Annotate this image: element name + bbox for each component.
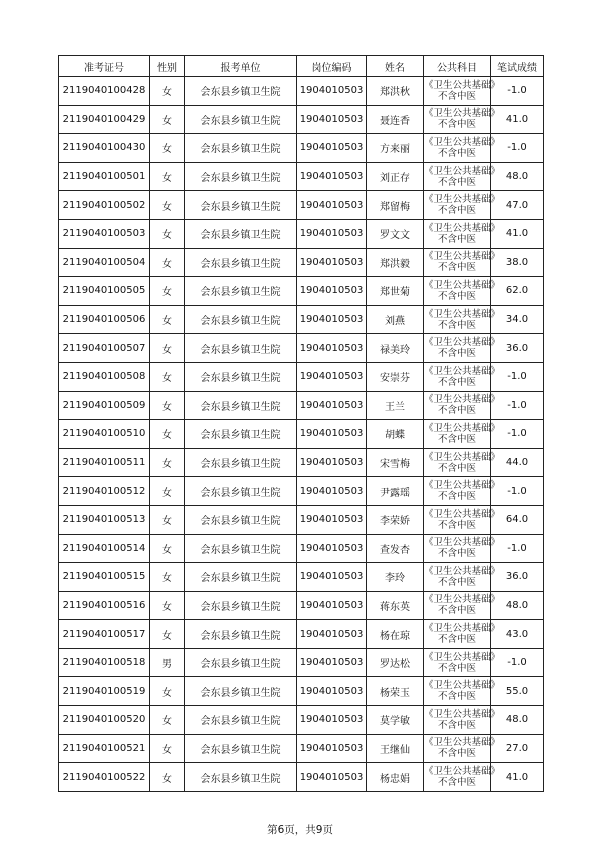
cell-exam-id: 2119040100510 <box>59 420 150 449</box>
table-row <box>59 706 544 735</box>
cell-name: 李玲 <box>367 563 424 592</box>
cell-score: -1.0 <box>491 534 544 563</box>
subject-line-1: 《卫生公共基础》 <box>424 279 501 291</box>
table-row <box>59 677 544 706</box>
cell-gender: 女 <box>150 334 185 363</box>
cell-exam-id: 2119040100502 <box>59 191 150 220</box>
subject-line-1: 《卫生公共基础》 <box>424 79 501 91</box>
cell-post-code: 1904010503 <box>297 191 367 220</box>
cell-name: 查发杏 <box>367 534 424 563</box>
cell-name: 禄美玲 <box>367 334 424 363</box>
cell-gender: 女 <box>150 391 185 420</box>
subject-line-1: 《卫生公共基础》 <box>424 565 501 577</box>
table-row <box>59 77 544 106</box>
cell-name: 郑留梅 <box>367 191 424 220</box>
table-row <box>59 162 544 191</box>
cell-score: 44.0 <box>491 448 544 477</box>
subject-line-2: 不含中医 <box>437 290 476 302</box>
table-row <box>59 248 544 277</box>
footer-suffix: 页 <box>322 824 333 836</box>
cell-name: 罗达松 <box>367 648 424 677</box>
cell-subject <box>424 219 501 248</box>
subject-line-1: 《卫生公共基础》 <box>424 480 501 492</box>
cell-post-code: 1904010503 <box>297 448 367 477</box>
cell-exam-id: 2119040100428 <box>59 77 150 106</box>
subject-line-1: 《卫生公共基础》 <box>424 422 501 434</box>
cell-subject <box>424 734 501 763</box>
cell-subject <box>424 534 501 563</box>
cell-subject <box>424 191 501 220</box>
cell-exam-id: 2119040100519 <box>59 677 150 706</box>
subject-line-1: 《卫生公共基础》 <box>424 737 501 749</box>
subject-line-1: 《卫生公共基础》 <box>424 165 501 177</box>
cell-unit: 会东县乡镇卫生院 <box>185 534 297 563</box>
cell-gender: 女 <box>150 734 185 763</box>
footer-middle: 页，共 <box>284 824 316 836</box>
cell-name: 郑洪毅 <box>367 248 424 277</box>
table-row <box>59 134 544 163</box>
subject-line-1: 《卫生公共基础》 <box>424 108 501 120</box>
subject-line-1: 《卫生公共基础》 <box>424 708 501 720</box>
cell-name: 郑世菊 <box>367 277 424 306</box>
table-row <box>59 448 544 477</box>
header-exam-id: 准考证号 <box>59 56 150 77</box>
cell-score: 27.0 <box>491 734 544 763</box>
subject-line-2: 不含中医 <box>437 777 476 789</box>
cell-gender: 男 <box>150 648 185 677</box>
cell-subject <box>424 77 501 106</box>
cell-score: -1.0 <box>491 648 544 677</box>
cell-exam-id: 2119040100504 <box>59 248 150 277</box>
cell-subject <box>424 677 501 706</box>
subject-line-1: 《卫生公共基础》 <box>424 537 501 549</box>
cell-gender: 女 <box>150 105 185 134</box>
subject-line-1: 《卫生公共基础》 <box>424 308 501 320</box>
cell-post-code: 1904010503 <box>297 362 367 391</box>
footer-prefix: 第 <box>267 824 278 836</box>
table-row <box>59 362 544 391</box>
cell-score: 36.0 <box>491 563 544 592</box>
cell-name: 聂连香 <box>367 105 424 134</box>
subject-line-2: 不含中医 <box>437 147 476 159</box>
cell-gender: 女 <box>150 763 185 792</box>
subject-line-1: 《卫生公共基础》 <box>424 136 501 148</box>
cell-post-code: 1904010503 <box>297 334 367 363</box>
cell-subject <box>424 305 501 334</box>
table-row <box>59 534 544 563</box>
footer-total-pages: 9 <box>315 824 323 836</box>
subject-line-1: 《卫生公共基础》 <box>424 508 501 520</box>
subject-line-1: 《卫生公共基础》 <box>424 680 501 692</box>
cell-post-code: 1904010503 <box>297 648 367 677</box>
cell-exam-id: 2119040100501 <box>59 162 150 191</box>
cell-score: -1.0 <box>491 391 544 420</box>
table-row <box>59 420 544 449</box>
cell-unit: 会东县乡镇卫生院 <box>185 362 297 391</box>
cell-unit: 会东县乡镇卫生院 <box>185 277 297 306</box>
cell-name: 刘正存 <box>367 162 424 191</box>
cell-exam-id: 2119040100516 <box>59 591 150 620</box>
cell-post-code: 1904010503 <box>297 563 367 592</box>
cell-score: -1.0 <box>491 77 544 106</box>
header-name: 姓名 <box>367 56 424 77</box>
subject-line-1: 《卫生公共基础》 <box>424 194 501 206</box>
cell-unit: 会东县乡镇卫生院 <box>185 477 297 506</box>
subject-line-2: 不含中医 <box>437 262 476 274</box>
cell-subject <box>424 563 501 592</box>
subject-line-2: 不含中医 <box>437 576 476 588</box>
cell-unit: 会东县乡镇卫生院 <box>185 448 297 477</box>
page-footer <box>0 822 600 837</box>
cell-subject <box>424 277 501 306</box>
cell-gender: 女 <box>150 477 185 506</box>
cell-score: 34.0 <box>491 305 544 334</box>
cell-score: -1.0 <box>491 362 544 391</box>
cell-unit: 会东县乡镇卫生院 <box>185 334 297 363</box>
cell-gender: 女 <box>150 448 185 477</box>
cell-post-code: 1904010503 <box>297 219 367 248</box>
subject-line-2: 不含中医 <box>437 719 476 731</box>
cell-name: 尹露瑶 <box>367 477 424 506</box>
cell-score: 41.0 <box>491 763 544 792</box>
cell-unit: 会东县乡镇卫生院 <box>185 162 297 191</box>
subject-line-2: 不含中医 <box>437 119 476 131</box>
cell-unit: 会东县乡镇卫生院 <box>185 505 297 534</box>
cell-gender: 女 <box>150 534 185 563</box>
cell-unit: 会东县乡镇卫生院 <box>185 591 297 620</box>
cell-gender: 女 <box>150 620 185 649</box>
cell-post-code: 1904010503 <box>297 391 367 420</box>
cell-name: 杨荣玉 <box>367 677 424 706</box>
cell-exam-id: 2119040100511 <box>59 448 150 477</box>
subject-line-2: 不含中医 <box>437 433 476 445</box>
cell-score: -1.0 <box>491 477 544 506</box>
cell-exam-id: 2119040100518 <box>59 648 150 677</box>
subject-line-2: 不含中医 <box>437 662 476 674</box>
cell-unit: 会东县乡镇卫生院 <box>185 734 297 763</box>
table-row <box>59 763 544 792</box>
table-row <box>59 648 544 677</box>
cell-exam-id: 2119040100517 <box>59 620 150 649</box>
cell-subject <box>424 162 501 191</box>
cell-score: 41.0 <box>491 105 544 134</box>
cell-gender: 女 <box>150 162 185 191</box>
cell-exam-id: 2119040100522 <box>59 763 150 792</box>
header-post-code: 岗位编码 <box>297 56 367 77</box>
cell-name: 罗文文 <box>367 219 424 248</box>
cell-score: -1.0 <box>491 134 544 163</box>
cell-post-code: 1904010503 <box>297 534 367 563</box>
subject-line-2: 不含中医 <box>437 462 476 474</box>
subject-line-2: 不含中医 <box>437 748 476 760</box>
cell-score: 48.0 <box>491 706 544 735</box>
header-gender: 性别 <box>150 56 185 77</box>
cell-unit: 会东县乡镇卫生院 <box>185 620 297 649</box>
cell-post-code: 1904010503 <box>297 162 367 191</box>
subject-line-2: 不含中医 <box>437 205 476 217</box>
cell-post-code: 1904010503 <box>297 105 367 134</box>
table-body <box>59 77 544 792</box>
cell-name: 王兰 <box>367 391 424 420</box>
cell-exam-id: 2119040100503 <box>59 219 150 248</box>
table-row <box>59 191 544 220</box>
cell-score: 64.0 <box>491 505 544 534</box>
cell-subject <box>424 648 501 677</box>
header-score: 笔试成绩 <box>491 56 544 77</box>
subject-line-2: 不含中医 <box>437 405 476 417</box>
table-row <box>59 477 544 506</box>
cell-unit: 会东县乡镇卫生院 <box>185 563 297 592</box>
cell-exam-id: 2119040100513 <box>59 505 150 534</box>
cell-post-code: 1904010503 <box>297 477 367 506</box>
cell-post-code: 1904010503 <box>297 77 367 106</box>
header-row <box>59 56 544 77</box>
cell-subject <box>424 620 501 649</box>
cell-exam-id: 2119040100506 <box>59 305 150 334</box>
cell-unit: 会东县乡镇卫生院 <box>185 677 297 706</box>
cell-subject <box>424 763 501 792</box>
cell-post-code: 1904010503 <box>297 620 367 649</box>
cell-name: 郑洪秋 <box>367 77 424 106</box>
cell-gender: 女 <box>150 591 185 620</box>
cell-gender: 女 <box>150 134 185 163</box>
cell-subject <box>424 134 501 163</box>
subject-line-2: 不含中医 <box>437 348 476 360</box>
table-row <box>59 734 544 763</box>
cell-post-code: 1904010503 <box>297 763 367 792</box>
subject-line-2: 不含中医 <box>437 519 476 531</box>
cell-exam-id: 2119040100521 <box>59 734 150 763</box>
cell-subject <box>424 334 501 363</box>
table-row <box>59 563 544 592</box>
cell-exam-id: 2119040100512 <box>59 477 150 506</box>
cell-unit: 会东县乡镇卫生院 <box>185 219 297 248</box>
cell-subject <box>424 362 501 391</box>
cell-exam-id: 2119040100508 <box>59 362 150 391</box>
cell-score: 36.0 <box>491 334 544 363</box>
cell-score: 48.0 <box>491 162 544 191</box>
cell-score: 41.0 <box>491 219 544 248</box>
cell-post-code: 1904010503 <box>297 420 367 449</box>
cell-exam-id: 2119040100509 <box>59 391 150 420</box>
cell-name: 杨在琼 <box>367 620 424 649</box>
cell-subject <box>424 477 501 506</box>
cell-unit: 会东县乡镇卫生院 <box>185 305 297 334</box>
subject-line-1: 《卫生公共基础》 <box>424 766 501 778</box>
table-row <box>59 334 544 363</box>
cell-name: 莫学敏 <box>367 706 424 735</box>
subject-line-2: 不含中医 <box>437 691 476 703</box>
cell-unit: 会东县乡镇卫生院 <box>185 648 297 677</box>
subject-line-2: 不含中医 <box>437 319 476 331</box>
subject-line-1: 《卫生公共基础》 <box>424 451 501 463</box>
subject-line-2: 不含中医 <box>437 548 476 560</box>
cell-gender: 女 <box>150 677 185 706</box>
cell-post-code: 1904010503 <box>297 277 367 306</box>
cell-name: 蒋东英 <box>367 591 424 620</box>
table-row <box>59 219 544 248</box>
cell-score: 48.0 <box>491 591 544 620</box>
cell-subject <box>424 420 501 449</box>
cell-post-code: 1904010503 <box>297 677 367 706</box>
results-table <box>58 55 544 792</box>
cell-subject <box>424 706 501 735</box>
cell-name: 安崇芬 <box>367 362 424 391</box>
cell-gender: 女 <box>150 563 185 592</box>
cell-gender: 女 <box>150 219 185 248</box>
results-sheet <box>58 55 543 792</box>
cell-exam-id: 2119040100515 <box>59 563 150 592</box>
cell-gender: 女 <box>150 191 185 220</box>
cell-score: 47.0 <box>491 191 544 220</box>
cell-gender: 女 <box>150 505 185 534</box>
header-unit: 报考单位 <box>185 56 297 77</box>
cell-subject <box>424 591 501 620</box>
subject-line-1: 《卫生公共基础》 <box>424 594 501 606</box>
subject-line-1: 《卫生公共基础》 <box>424 365 501 377</box>
cell-name: 刘燕 <box>367 305 424 334</box>
cell-post-code: 1904010503 <box>297 706 367 735</box>
cell-unit: 会东县乡镇卫生院 <box>185 391 297 420</box>
cell-post-code: 1904010503 <box>297 248 367 277</box>
subject-line-2: 不含中医 <box>437 90 476 102</box>
cell-score: 55.0 <box>491 677 544 706</box>
subject-line-1: 《卫生公共基础》 <box>424 251 501 263</box>
table-row <box>59 505 544 534</box>
cell-unit: 会东县乡镇卫生院 <box>185 763 297 792</box>
cell-subject <box>424 248 501 277</box>
cell-exam-id: 2119040100507 <box>59 334 150 363</box>
cell-subject <box>424 505 501 534</box>
cell-unit: 会东县乡镇卫生院 <box>185 105 297 134</box>
cell-gender: 女 <box>150 362 185 391</box>
cell-unit: 会东县乡镇卫生院 <box>185 706 297 735</box>
cell-name: 宋雪梅 <box>367 448 424 477</box>
subject-line-2: 不含中医 <box>437 605 476 617</box>
cell-gender: 女 <box>150 248 185 277</box>
cell-gender: 女 <box>150 77 185 106</box>
cell-gender: 女 <box>150 420 185 449</box>
cell-score: -1.0 <box>491 420 544 449</box>
cell-unit: 会东县乡镇卫生院 <box>185 134 297 163</box>
subject-line-1: 《卫生公共基础》 <box>424 337 501 349</box>
cell-name: 李荣娇 <box>367 505 424 534</box>
table-row <box>59 391 544 420</box>
subject-line-2: 不含中医 <box>437 491 476 503</box>
cell-unit: 会东县乡镇卫生院 <box>185 248 297 277</box>
subject-line-1: 《卫生公共基础》 <box>424 651 501 663</box>
cell-exam-id: 2119040100505 <box>59 277 150 306</box>
cell-gender: 女 <box>150 277 185 306</box>
cell-score: 62.0 <box>491 277 544 306</box>
cell-post-code: 1904010503 <box>297 305 367 334</box>
cell-post-code: 1904010503 <box>297 134 367 163</box>
cell-unit: 会东县乡镇卫生院 <box>185 77 297 106</box>
subject-line-1: 《卫生公共基础》 <box>424 222 501 234</box>
table-row <box>59 305 544 334</box>
cell-score: 38.0 <box>491 248 544 277</box>
table-row <box>59 105 544 134</box>
subject-line-2: 不含中医 <box>437 376 476 388</box>
cell-unit: 会东县乡镇卫生院 <box>185 191 297 220</box>
subject-line-1: 《卫生公共基础》 <box>424 394 501 406</box>
footer-current-page: 6 <box>277 824 285 836</box>
cell-name: 杨忠娟 <box>367 763 424 792</box>
table-row <box>59 277 544 306</box>
cell-exam-id: 2119040100429 <box>59 105 150 134</box>
cell-name: 胡蝶 <box>367 420 424 449</box>
subject-line-2: 不含中医 <box>437 233 476 245</box>
cell-subject <box>424 391 501 420</box>
cell-subject <box>424 105 501 134</box>
cell-exam-id: 2119040100520 <box>59 706 150 735</box>
cell-gender: 女 <box>150 305 185 334</box>
table-row <box>59 591 544 620</box>
subject-line-2: 不含中医 <box>437 634 476 646</box>
cell-post-code: 1904010503 <box>297 591 367 620</box>
header-subject: 公共科目 <box>424 56 491 77</box>
subject-line-1: 《卫生公共基础》 <box>424 623 501 635</box>
cell-post-code: 1904010503 <box>297 505 367 534</box>
subject-line-2: 不含中医 <box>437 176 476 188</box>
cell-unit: 会东县乡镇卫生院 <box>185 420 297 449</box>
cell-exam-id: 2119040100514 <box>59 534 150 563</box>
cell-gender: 女 <box>150 706 185 735</box>
cell-exam-id: 2119040100430 <box>59 134 150 163</box>
table-row <box>59 620 544 649</box>
cell-score: 43.0 <box>491 620 544 649</box>
cell-name: 王继仙 <box>367 734 424 763</box>
cell-post-code: 1904010503 <box>297 734 367 763</box>
cell-name: 方来丽 <box>367 134 424 163</box>
cell-subject <box>424 448 501 477</box>
